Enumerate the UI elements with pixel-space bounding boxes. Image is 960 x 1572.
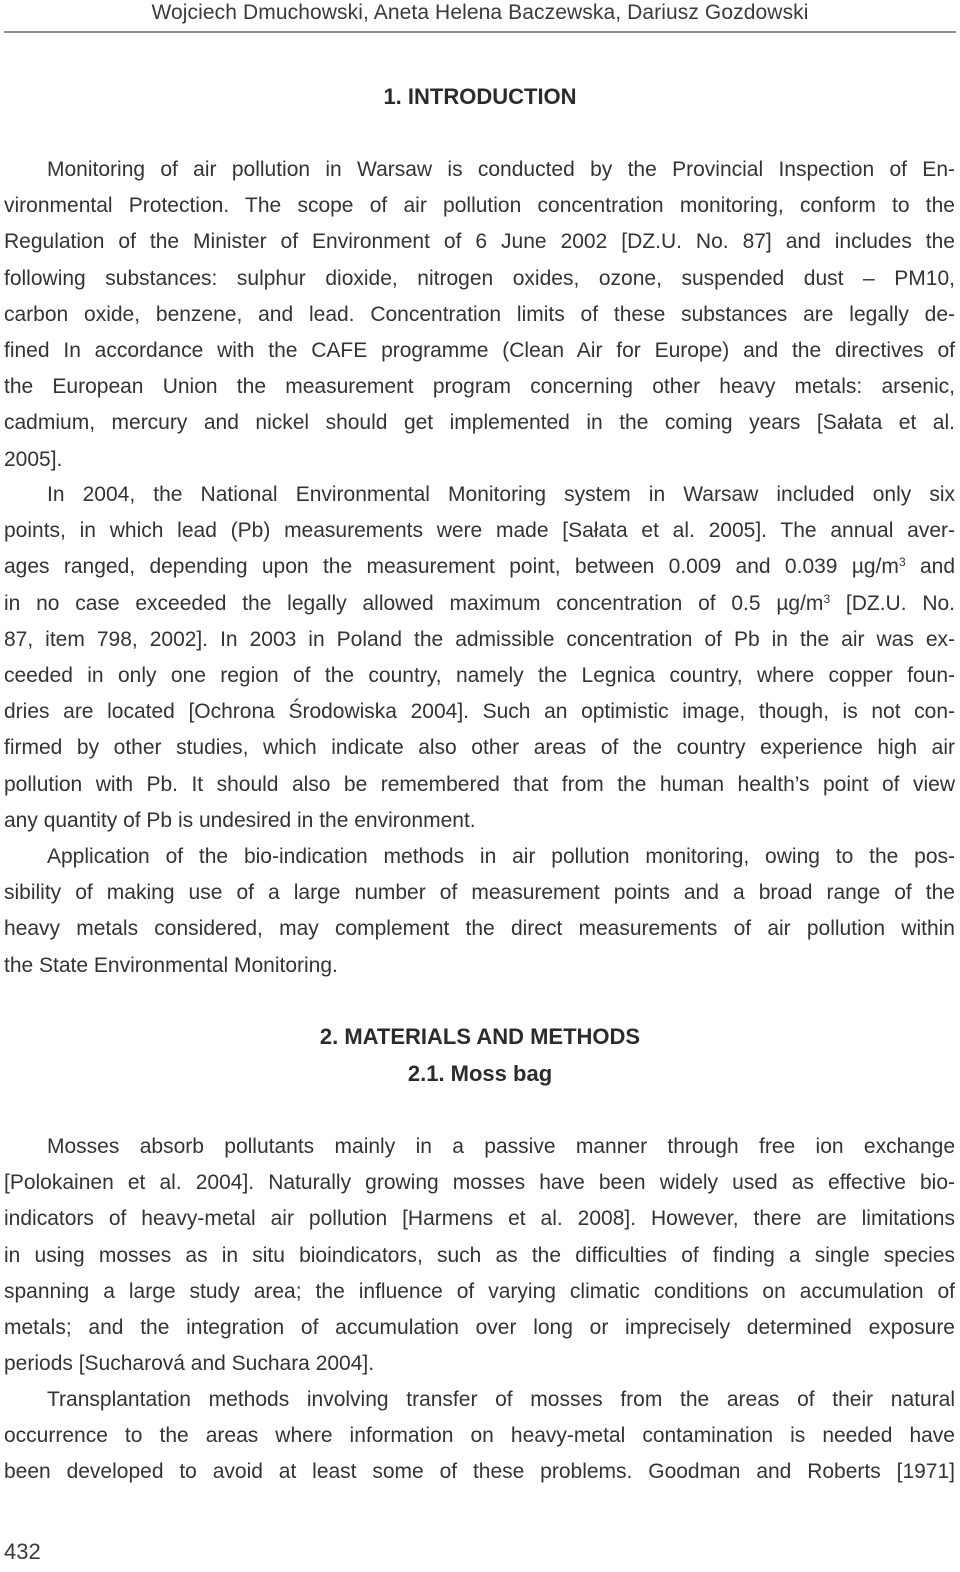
text-line: points, in which lead (Pb) measurements were made [Sałata et al. 2005]. The annual aver- xyxy=(4,519,955,543)
text-line: the European Union the measurement program concerning other heavy metals: arsenic, xyxy=(4,375,955,399)
text-line: Monitoring of air pollution in Warsaw is conducted by the Provincial Inspection of En- xyxy=(47,158,955,181)
text-line xyxy=(4,549,955,585)
intro-paragraph-1 xyxy=(4,152,955,478)
text-line: In 2004, the National Environmental Monitoring system in Warsaw included only six xyxy=(47,483,955,506)
text-line: Application of the bio-indication methods in air pollution monitoring, owing to the pos- xyxy=(47,845,955,868)
text-line: periods [Sucharová and Suchara 2004]. xyxy=(4,1352,375,1376)
text-line: heavy metals considered, may complement the direct measurements of air pollution within xyxy=(4,917,955,941)
text-line: carbon oxide, benzene, and lead. Concentration limits of these substances are legally de- xyxy=(4,302,955,326)
text-line: 2005]. xyxy=(4,447,63,471)
text-line: been developed to avoid at least some of these problems. Goodman and Roberts [1971] xyxy=(4,1460,955,1484)
text-line: 87, item 798, 2002]. In 2003 in Poland the admissible concentration of Pb in the air was ex- xyxy=(4,627,955,651)
text-line: sibility of making use of a large number of measurement points and a broad range of the xyxy=(4,881,955,905)
intro-paragraph-2 xyxy=(4,477,955,839)
header-rule xyxy=(4,31,956,33)
running-head: Wojciech Dmuchowski, Aneta Helena Baczewska, Dariusz Gozdowski xyxy=(151,1,809,24)
text-line: Mosses absorb pollutants mainly in a passive manner through free ion exchange xyxy=(47,1135,955,1158)
text-segment: ages ranged, depending upon the measurement point, between 0.009 and 0.039 µg/m xyxy=(4,555,899,579)
text-line: indicators of heavy-metal air pollution [Harmens et al. 2008]. However, there are limitations xyxy=(4,1207,955,1231)
section-heading-introduction: 1. INTRODUCTION xyxy=(383,84,577,109)
text-line: vironmental Protection. The scope of air pollution concentration monitoring, conform to the xyxy=(4,194,955,218)
text-line: Transplantation methods involving transfer of mosses from the areas of their natural xyxy=(47,1388,955,1411)
text-line: Regulation of the Minister of Environment of 6 June 2002 [DZ.U. No. 87] and includes the xyxy=(4,230,955,254)
text-line: dries are located [Ochrona Środowiska 2004]. Such an optimistic image, though, is not con- xyxy=(4,700,955,724)
text-line: spanning a large study area; the influence of varying climatic conditions on accumulation of xyxy=(4,1279,955,1303)
page-number: 432 xyxy=(4,1539,41,1564)
text-line: the State Environmental Monitoring. xyxy=(4,953,338,977)
text-line: in using mosses as in situ bioindicators, such as the difficulties of finding a single species xyxy=(4,1243,955,1267)
text-line: firmed by other studies, which indicate also other areas of the country experience high air xyxy=(4,736,955,760)
text-line xyxy=(4,586,955,622)
superscript: 3 xyxy=(823,591,831,606)
text-line: pollution with Pb. It should also be remembered that from the human health’s point of view xyxy=(4,772,955,796)
intro-paragraph-3 xyxy=(4,839,955,984)
text-line: fined In accordance with the CAFE programme (Clean Air for Europe) and the directives of xyxy=(4,339,955,363)
text-line: any quantity of Pb is undesired in the environment. xyxy=(4,808,476,832)
superscript: 3 xyxy=(898,555,906,570)
text-line: metals; and the integration of accumulation over long or imprecisely determined exposure xyxy=(4,1316,955,1340)
text-line: ceeded in only one region of the country, namely the Legnica country, where copper foun- xyxy=(4,664,955,688)
methods-paragraph-2 xyxy=(4,1382,955,1491)
subsection-heading-moss-bag: 2.1. Moss bag xyxy=(407,1061,553,1086)
text-line: following substances: sulphur dioxide, nitrogen oxides, ozone, suspended dust – PM10, xyxy=(4,266,955,290)
text-segment: [DZ.U. No. xyxy=(830,591,956,615)
text-line: [Polokainen et al. 2004]. Naturally growing mosses have been widely used as effective bio- xyxy=(4,1171,955,1195)
text-line: occurrence to the areas where information on heavy-metal contamination is needed have xyxy=(4,1424,955,1448)
methods-paragraph-1 xyxy=(4,1129,955,1382)
section-heading-materials-methods: 2. MATERIALS AND METHODS xyxy=(319,1024,641,1049)
text-segment: and xyxy=(905,555,956,579)
text-line: cadmium, mercury and nickel should get implemented in the coming years [Sałata et al. xyxy=(4,411,955,435)
text-segment: in no case exceeded the legally allowed maximum concentration of 0.5 µg/m xyxy=(4,591,824,615)
